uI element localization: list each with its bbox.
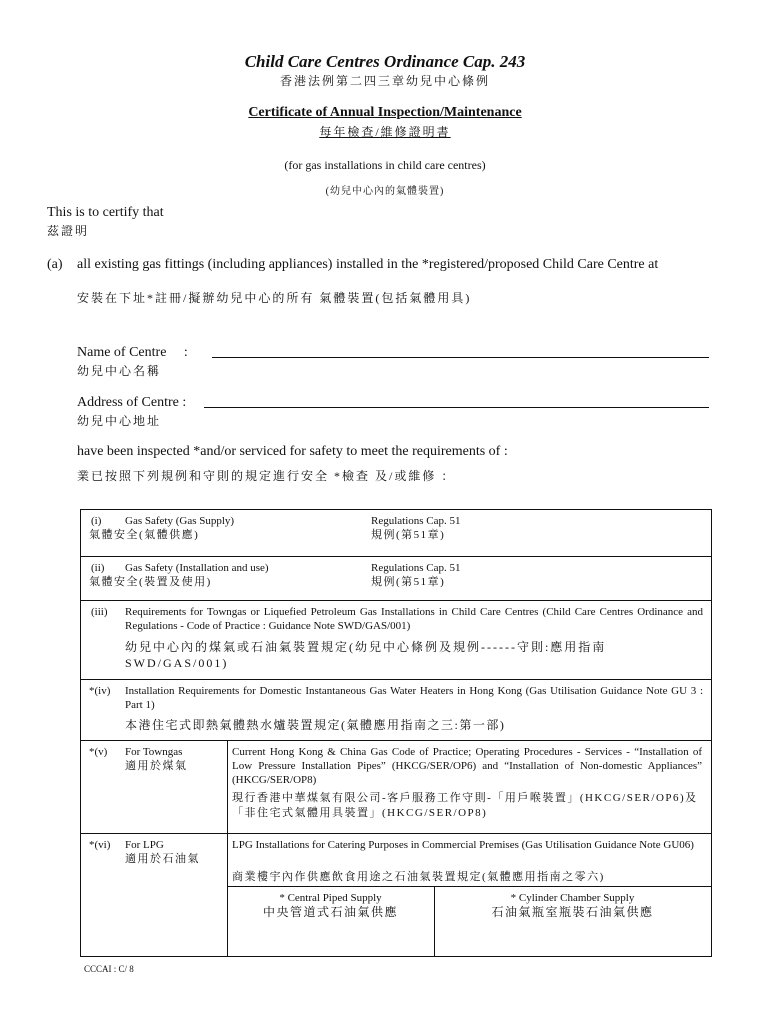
table-row xyxy=(81,680,711,741)
cylinder-chamber-option-zh: 石油氣瓶室瓶裝石油氣供應 xyxy=(491,905,654,919)
row-label: For LPG xyxy=(125,839,164,851)
certify-text-zh: 茲證明 xyxy=(47,224,90,238)
centre-address-field[interactable] xyxy=(204,393,709,408)
row-regulation-zh: 規例(第51章) xyxy=(371,576,446,588)
row-title: Gas Safety (Installation and use) xyxy=(125,562,269,574)
cylinder-chamber-option[interactable]: * Cylinder Chamber Supply xyxy=(510,892,635,904)
table-row xyxy=(81,834,711,956)
row-label-zh: 適用於石油氣 xyxy=(125,853,200,865)
row-text: Current Hong Kong & China Gas Code of Practice; Operating Procedures - Services - “Installation of Low Pressure Installation Pipes” (HKCG/SER/OP6) and “Installation of Non-domestic Appliances” (HKCG/SER/OP8) xyxy=(232,746,702,786)
row-label-zh: 適用於煤氣 xyxy=(125,760,188,772)
lpg-supply-options xyxy=(227,886,711,957)
central-piped-option[interactable]: * Central Piped Supply xyxy=(279,892,382,904)
row-title: Gas Safety (Gas Supply) xyxy=(125,515,235,527)
inspected-text: have been inspected *and/or serviced for safety to meet the requirements of : xyxy=(77,444,508,459)
row-title-zh: 氣體安全(裝置及使用) xyxy=(89,576,212,588)
subtitle: (for gas installations in child care centres) xyxy=(284,158,486,172)
table-row xyxy=(81,601,711,680)
requirements-table xyxy=(80,509,712,957)
centre-name-label: Name of Centre : xyxy=(77,345,188,360)
centre-name-label-zh: 幼兒中心名稱 xyxy=(77,364,162,378)
row-title-zh: 氣體安全(氣體供應) xyxy=(89,529,200,541)
form-title: Child Care Centres Ordinance Cap. 243 xyxy=(244,52,526,71)
certificate-title-zh: 每年檢查/維修證明書 xyxy=(319,125,451,139)
row-text: Requirements for Towngas or Liquefied Petroleum Gas Installations in Child Care Centres (Child Care Centres Ordinance and Regulations - Code of Practice : Guidance Note SWD/GAS/001) xyxy=(125,606,703,632)
row-number: (ii) xyxy=(91,562,105,574)
row-regulation: Regulations Cap. 51 xyxy=(371,515,461,527)
para-a-label: (a) xyxy=(47,257,63,272)
column-divider xyxy=(227,741,228,833)
row-text-zh: 現行香港中華煤氣有限公司-客戶服務工作守則-「用戶喉裝置」(HKCG/SER/OP6)及「非住宅式氣體用具裝置」(HKCG/SER/OP8) xyxy=(232,792,698,819)
row-text-zh: 幼兒中心內的煤氣或石油氣裝置規定(幼兒中心條例及規例------守則:應用指南 SWD/GAS/001) xyxy=(125,640,607,670)
table-row xyxy=(81,741,711,834)
central-piped-option-zh: 中央管道式石油氣供應 xyxy=(262,905,398,919)
form-code: CCCAI : C/ 8 xyxy=(84,964,134,974)
row-text-zh: 本港住宅式即熱氣體熱水爐裝置規定(氣體應用指南之三:第一部) xyxy=(125,718,506,732)
row-label: For Towngas xyxy=(125,746,183,758)
para-a-text-zh: 安裝在下址*註冊/擬辦幼兒中心的所有 氣體裝置(包括氣體用具) xyxy=(77,291,472,305)
table-row xyxy=(81,510,711,557)
centre-address-label: Address of Centre : xyxy=(77,395,187,410)
inspected-text-zh: 業已按照下列規例和守則的規定進行安全 *檢查 及/或維修 ： xyxy=(77,469,456,483)
row-text: Installation Requirements for Domestic Instantaneous Gas Water Heaters in Hong Kong (Gas Utilisation Guidance Note GU 3 : Part 1) xyxy=(125,685,703,711)
row-number: (iii) xyxy=(91,606,108,618)
row-number: (i) xyxy=(91,515,102,527)
row-text: LPG Installations for Catering Purposes in Commercial Premises (Gas Utilisation Guidance Note GU06) xyxy=(232,839,694,851)
row-number: *(iv) xyxy=(89,685,111,697)
row-regulation: Regulations Cap. 51 xyxy=(371,562,461,574)
form-title-zh: 香港法例第二四三章幼兒中心條例 xyxy=(279,74,490,88)
row-number: *(v) xyxy=(89,746,108,758)
certificate-title: Certificate of Annual Inspection/Maintenance xyxy=(248,105,522,120)
centre-name-field[interactable] xyxy=(212,343,709,358)
row-text-zh: 商業樓宇內作供應飲食用途之石油氣裝置規定(氣體應用指南之零六) xyxy=(232,871,605,883)
para-a-text: all existing gas fittings (including appliances) installed in the *registered/proposed Child Care Centre at xyxy=(77,257,659,272)
subtitle-zh: (幼兒中心內的氣體裝置) xyxy=(325,186,445,197)
row-number: *(vi) xyxy=(89,839,111,851)
table-row xyxy=(81,557,711,601)
row-regulation-zh: 規例(第51章) xyxy=(371,529,446,541)
centre-address-label-zh: 幼兒中心地址 xyxy=(77,414,162,428)
certify-text: This is to certify that xyxy=(47,205,164,220)
